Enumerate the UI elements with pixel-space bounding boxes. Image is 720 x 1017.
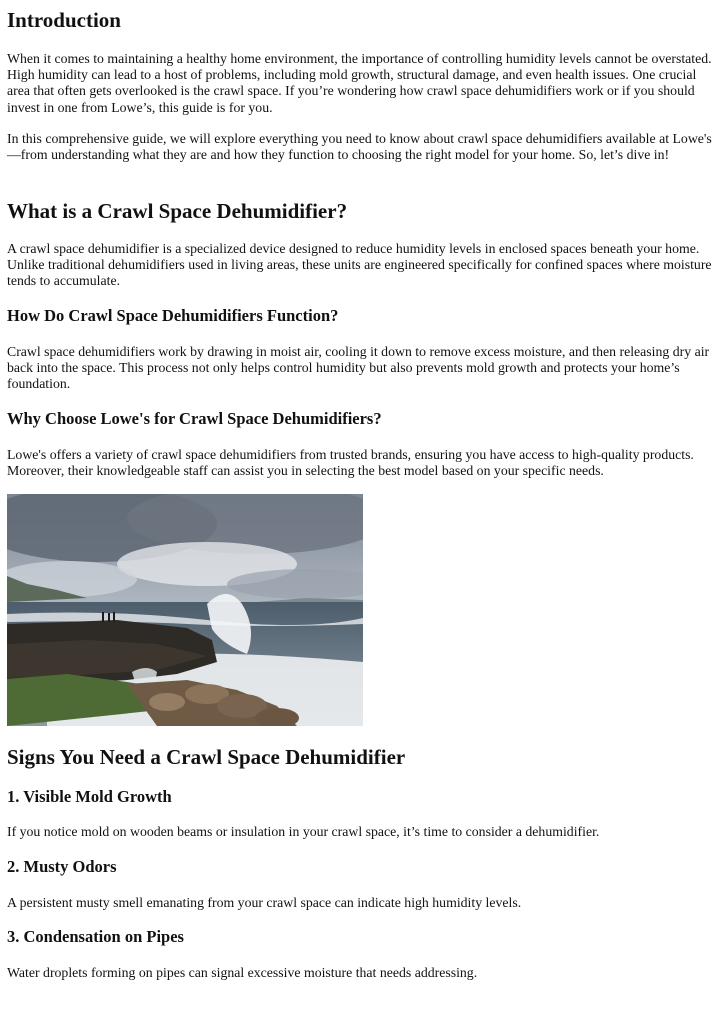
heading-how-function: How Do Crawl Space Dehumidifiers Function? [7, 306, 339, 325]
heading-introduction: Introduction [7, 8, 121, 32]
sign-2-title: 2. Musty Odors [7, 857, 117, 876]
intro-paragraph-2: In this comprehensive guide, we will explore everything you need to know about crawl space dehumidifiers available at Lowe's—from understanding what they are and how they function to choosing the right model for your home. So, let’s dive in! [7, 131, 712, 163]
sign-3-text: Water droplets forming on pipes can signal excessive moisture that needs addressing. [7, 965, 478, 980]
heading-why-lowes: Why Choose Lowe's for Crawl Space Dehumidifiers? [7, 409, 382, 428]
sign-2-text: A persistent musty smell emanating from your crawl space can indicate high humidity levels. [7, 895, 522, 910]
what-paragraph: A crawl space dehumidifier is a specialized device designed to reduce humidity levels in enclosed spaces beneath your home. Unlike traditional dehumidifiers used in living areas, these units are engineered specifically for confined spaces where moisture tends to accumulate. [7, 241, 712, 289]
sign-3-title: 3. Condensation on Pipes [7, 927, 184, 946]
sign-1-title: 1. Visible Mold Growth [7, 787, 172, 806]
heading-what-is: What is a Crawl Space Dehumidifier? [7, 199, 348, 223]
how-paragraph: Crawl space dehumidifiers work by drawing in moist air, cooling it down to remove excess moisture, and then releasing dry air back into the space. This process not only helps control humidity but also prevents mold growth and protects your home’s foundation. [7, 344, 710, 392]
heading-signs: Signs You Need a Crawl Space Dehumidifier [7, 745, 406, 769]
intro-paragraph-1: When it comes to maintaining a healthy home environment, the importance of controlling humidity levels cannot be overstated. High humidity can lead to a host of problems, including mold growth, structural damage, and even health issues. One crucial area that often gets overlooked is the crawl space. If you’re wondering how crawl space dehumidifiers work or if you should invest in one from Lowe’s, this guide is for you. [7, 51, 712, 115]
why-paragraph: Lowe's offers a variety of crawl space dehumidifiers from trusted brands, ensuring you have access to high-quality products. Moreover, their knowledgeable staff can assist you in selecting the best model based on your specific needs. [7, 447, 694, 479]
coastal-waves-photo [7, 494, 363, 726]
sign-1-text: If you notice mold on wooden beams or insulation in your crawl space, it’s time to consider a dehumidifier. [7, 824, 600, 839]
